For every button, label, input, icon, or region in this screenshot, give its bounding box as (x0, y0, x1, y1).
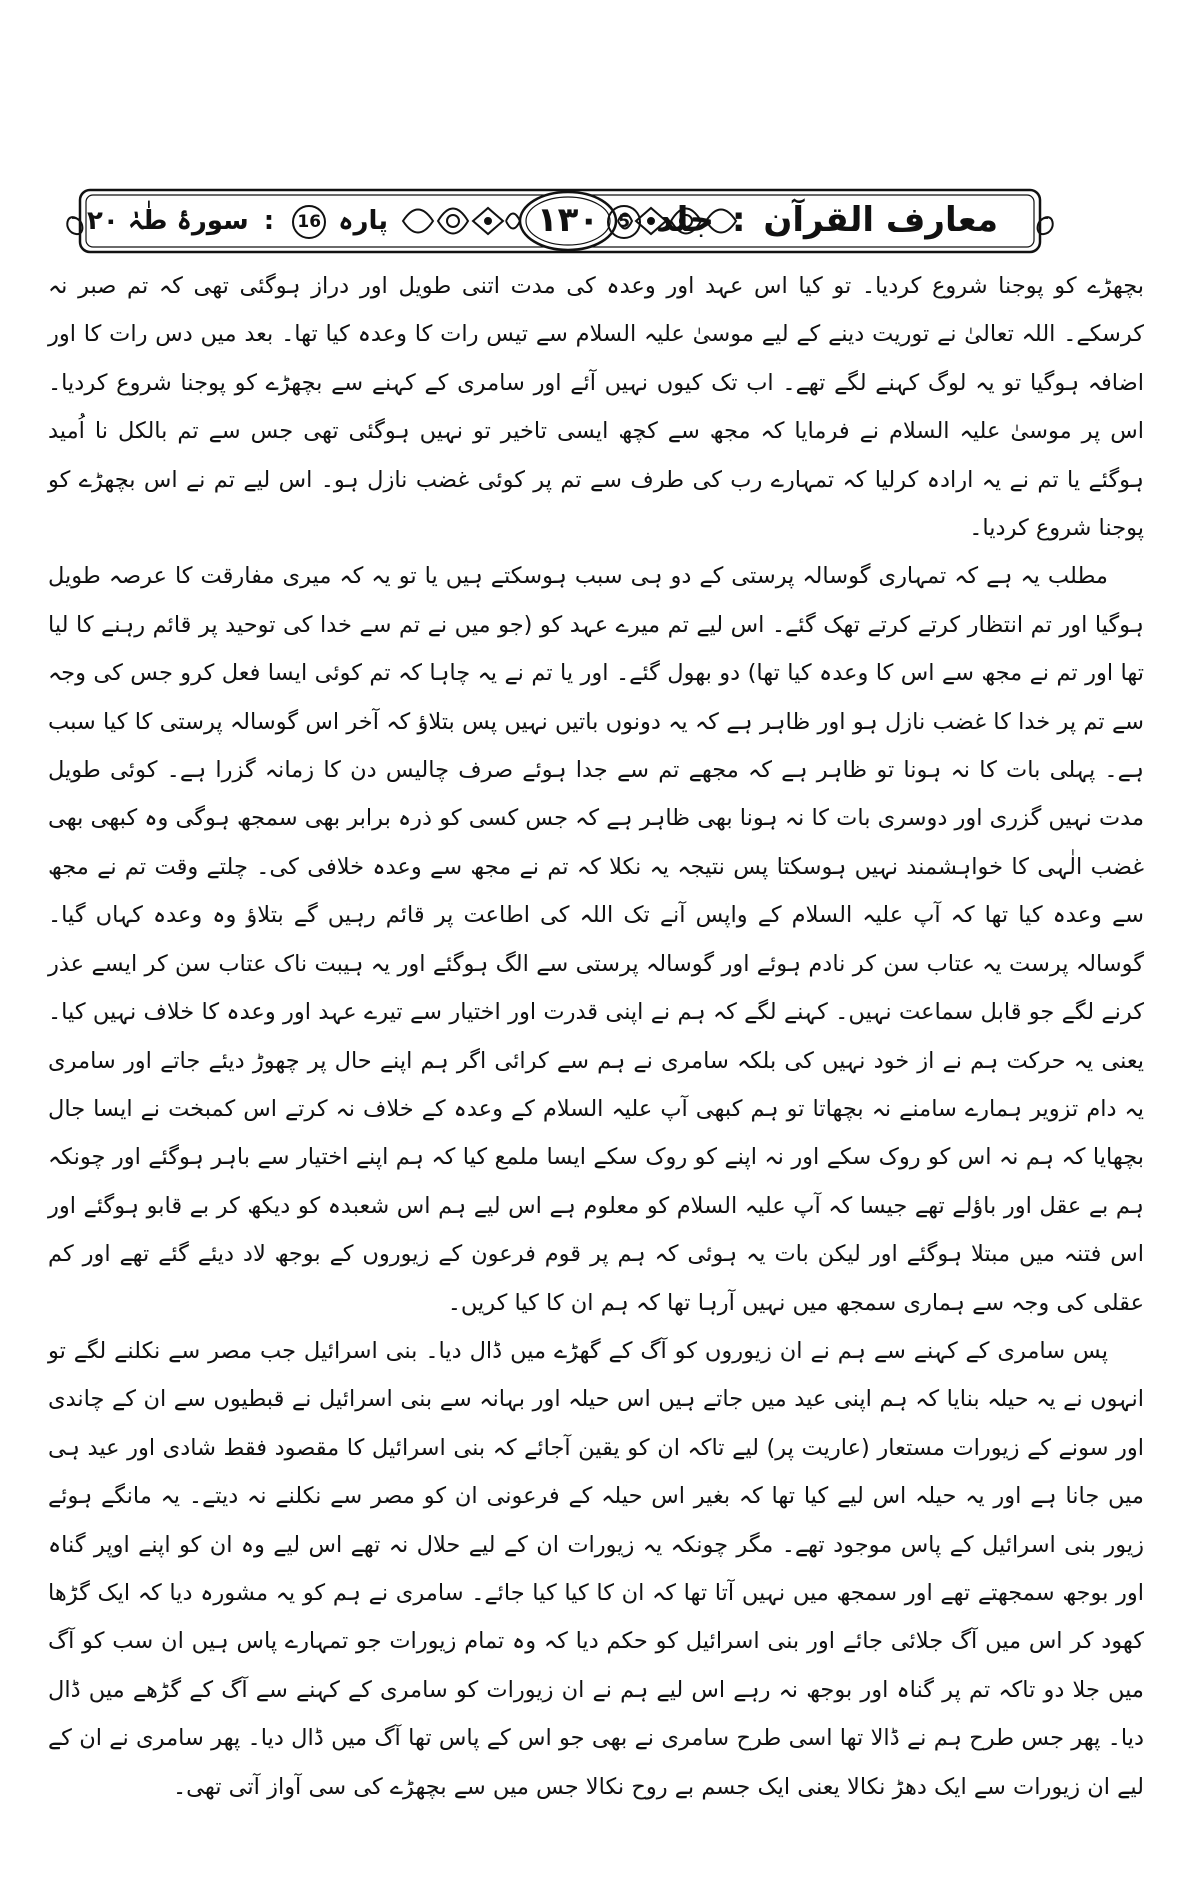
paragraph: مطلب یہ ہے کہ تمہاری گوسالہ پرستی کے دو ہی سبب ہوسکتے ہیں یا تو یہ کہ میری مفارقت کا عرصہ طویل ہوگیا اور تم انتظار کرتے کرتے تھک گئے۔ اس لیے تم میرے عہد کو (جو میں نے تم سے خدا کی توحید پر قائم رہنے کا لیا تھا اور تم نے مجھ سے اس کا وعدہ کیا تھا) دو بھول گئے۔ اور یا تم نے یہ چاہا کہ تم کوئی ایسا فعل کرو جس کی وجہ سے تم پر خدا کا غضب نازل ہو اور ظاہر ہے کہ یہ دونوں باتیں نہیں پس بتلاؤ کہ آخر اس گوسالہ پرستی کا کیا سبب ہے۔ پہلی بات کا نہ ہونا تو ظاہر ہے کہ مجھے تم سے جدا ہوئے صرف چالیس دن کا زمانہ گزرا ہے۔ کوئی طویل مدت نہیں گزری اور دوسری بات کا نہ ہونا بھی ظاہر ہے کہ جس کسی کو ذرہ برابر بھی سمجھ ہوگی وہ کبھی بھی غضب الٰہی کا خواہشمند نہیں ہوسکتا پس نتیجہ یہ نکلا کہ تم نے مجھ سے وعدہ خلافی کی۔ چلتے وقت تم نے مجھ سے وعدہ کیا تھا کہ آپ علیہ السلام کے واپس آنے تک اللہ کی اطاعت پر قائم رہیں گے بتلاؤ وہ وعدہ کہاں گیا۔ گوسالہ پرست یہ عتاب سن کر نادم ہوئے اور گوسالہ پرستی سے الگ ہوگئے اور یہ ہیبت ناک عتاب سن کر ایسے عذر کرنے لگے جو قابل سماعت نہیں۔ کہنے لگے کہ ہم نے اپنی قدرت اور اختیار سے تیرے عہد اور وعدہ کا خلاف نہیں کیا۔ یعنی یہ حرکت ہم نے از خود نہیں کی بلکہ سامری نے ہم سے کرائی اگر ہم اپنے حال پر چھوڑ دیئے جاتے اور سامری یہ دام تزویر ہمارے سامنے نہ بچھاتا تو ہم کبھی آپ علیہ السلام کے وعدہ کے خلاف نہ کرتے اس کمبخت نے ایسا جال بچھایا کہ ہم نہ اس کو روک سکے اور نہ اپنے کو روک سکے ایسا ملمع کیا کہ ہم اپنے اختیار سے باہر ہوگئے اور چونکہ ہم بے عقل اور باؤلے تھے جیسا کہ آپ علیہ السلام کو معلوم ہے اس لیے ہم اس شعبدہ کو دیکھ کر بے قابو ہوگئے اور اس فتنہ میں مبتلا ہوگئے اور لیکن بات یہ ہوئی کہ ہم پر قوم فرعون کے زیوروں کے بوجھ لاد دیئے گئے تھے اور کم عقلی کی وجہ سے ہماری سمجھ میں نہیں آرہا تھا کہ ہم ان کا کیا کریں۔ (48, 563, 1144, 1316)
book-name: معارف القرآن (763, 200, 998, 240)
page-number: ۱۳۰ (536, 200, 600, 240)
body-text (48, 262, 1144, 1811)
header-book-title: معارف القرآن : جلد 5 (698, 198, 998, 242)
paragraph: بچھڑے کو پوجنا شروع کردیا۔ تو کیا اس عہد اور وعدہ کی مدت اتنی طویل اور دراز ہوگئی تھی کہ تم صبر نہ کرسکے۔ اللہ تعالیٰ نے توریت دینے کے لیے موسیٰ علیہ السلام سے تیس رات کا وعدہ کیا تھا۔ بعد میں دس رات کا اور اضافہ ہوگیا تو یہ لوگ کہنے لگے تھے۔ اب تک کیوں نہیں آئے اور سامری کے کہنے سے بچھڑے کو پوجنا شروع کردیا۔ اس پر موسیٰ علیہ السلام نے فرمایا کہ مجھ سے کچھ ایسی تاخیر تو نہیں ہوگئی تھی جس سے تم بالکل نا اُمید ہوگئے یا تم نے یہ ارادہ کرلیا کہ تمہارے رب کی طرف سے تم پر کوئی غضب نازل ہو۔ اس لیے تم نے اس بچھڑے کو پوجنا شروع کردیا۔ (48, 273, 1144, 542)
header-part-surah: پارہ 16 : سورۂ طٰہٰ ۲۰ (118, 200, 388, 242)
volume-label: جلد (656, 200, 715, 240)
part-number: 16 (292, 205, 326, 239)
running-header (58, 186, 1062, 256)
paragraph: پس سامری کے کہنے سے ہم نے ان زیوروں کو آگ کے گھڑے میں ڈال دیا۔ بنی اسرائیل جب مصر سے نکلنے لگے تو انہوں نے یہ حیلہ بنایا کہ ہم اپنی عید میں جاتے ہیں اس حیلہ اور بہانہ سے بنی اسرائیل نے قبطیوں سے ان کے چاندی اور سونے کے زیورات مستعار (عاریت پر) لیے تاکہ ان کو یقین آجائے کہ بنی اسرائیل کا مقصود فقط شادی اور عید ہی میں جانا ہے اور یہ حیلہ اس لیے کیا تھا کہ بغیر اس حیلہ کے فرعونی ان کو مصر سے نکلنے نہ دیتے۔ یہ مانگے ہوئے زیور بنی اسرائیل کے پاس موجود تھے۔ مگر چونکہ یہ زیورات ان کے لیے حلال نہ تھے اس لیے وہ ان کو اپنے اوپر گناہ اور بوجھ سمجھتے تھے اور سمجھ میں نہیں آتا تھا کہ ان کا کیا کیا جائے۔ سامری نے ہم کو یہ مشورہ دیا کہ ایک گڑھا کھود کر اس میں آگ جلائی جائے اور بنی اسرائیل کو حکم دیا کہ وہ تمام زیورات جو تمہارے پاس ہیں ان سب کو آگ میں جلا دو تاکہ تم پر گناہ اور بوجھ نہ رہے اس لیے ہم نے ان زیورات کو سامری کے کہنے سے آگ کے گڑھے میں ڈال دیا۔ پھر جس طرح ہم نے ڈالا تھا اسی طرح سامری نے بھی جو اس کے پاس تھا آگ میں ڈال دیا۔ پھر سامری نے ان کے لیے ان زیورات سے ایک دھڑ نکالا یعنی ایک جسم بے روح نکالا جس میں سے بچھڑے کی سی آواز آتی تھی۔ (48, 1337, 1144, 1800)
part-label: پارہ (338, 206, 388, 236)
volume-number: 5 (607, 205, 641, 239)
surah-name: سورۂ طٰہٰ ۲۰ (87, 206, 249, 236)
